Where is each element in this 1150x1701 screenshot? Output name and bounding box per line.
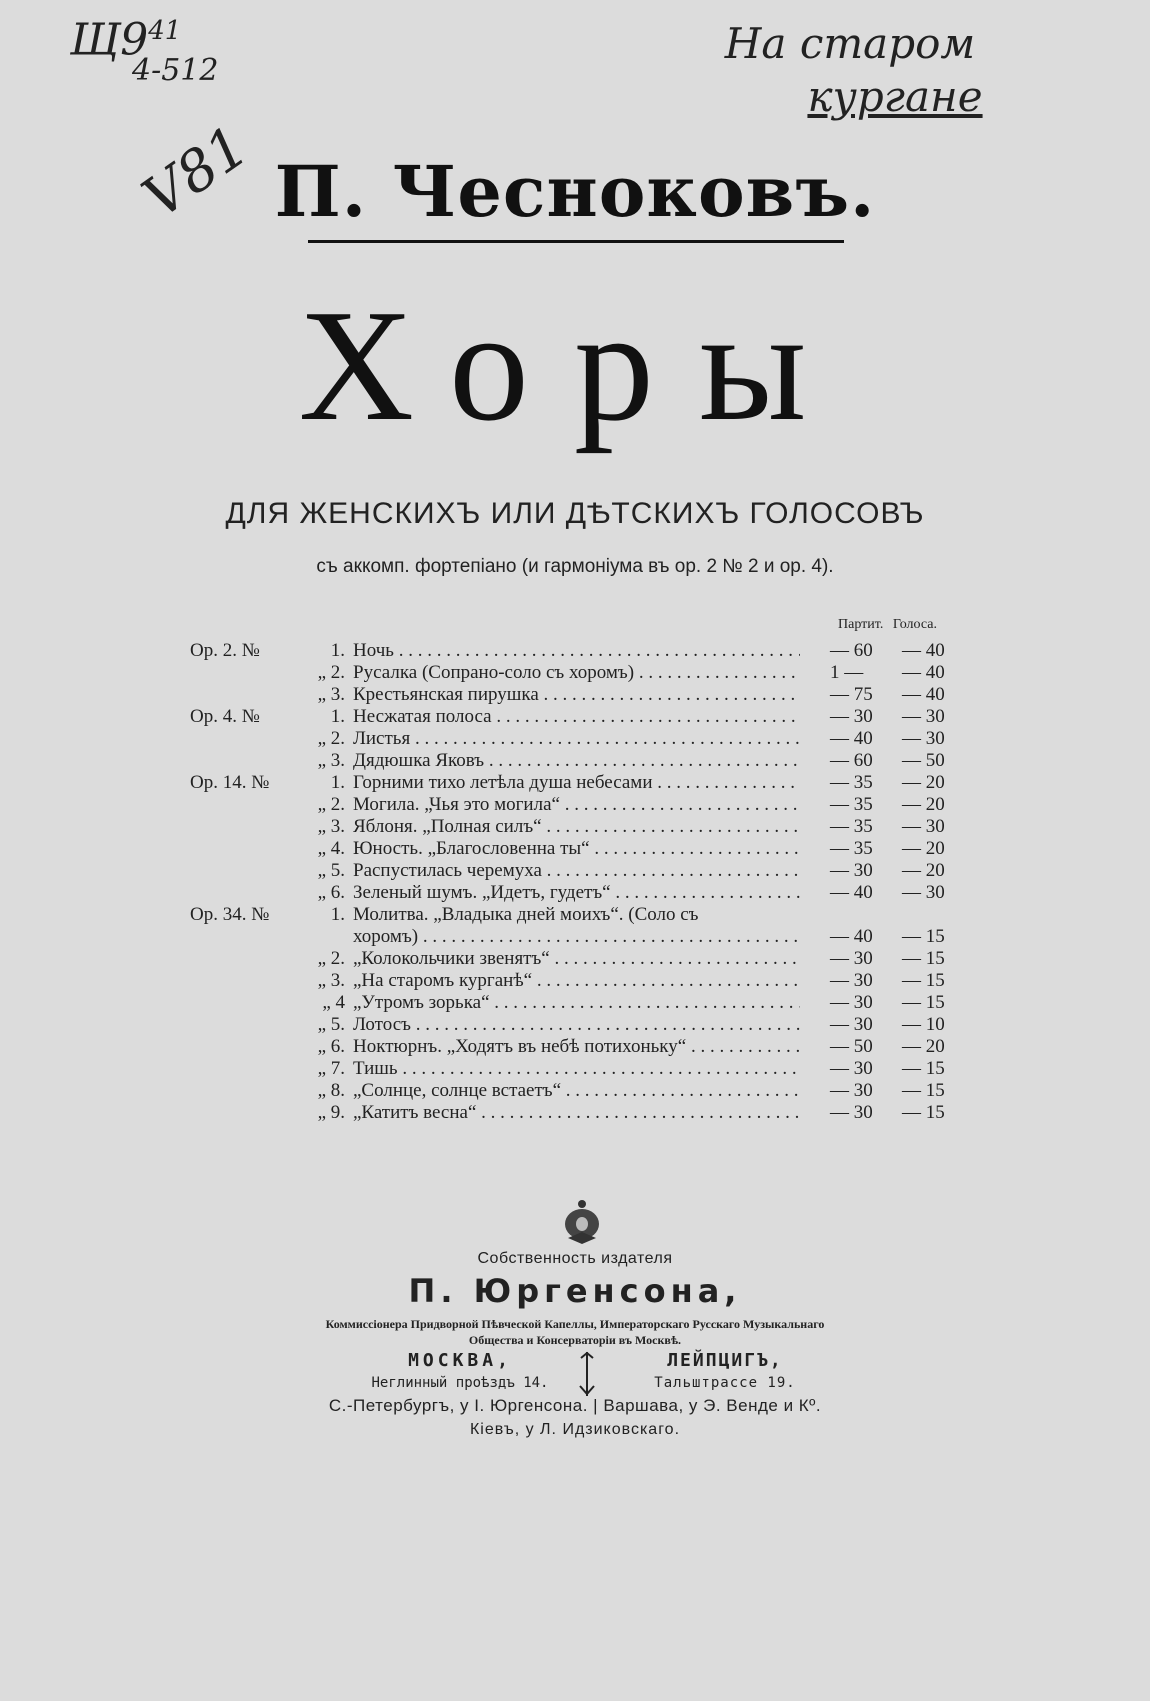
list-item — [190, 1058, 970, 1080]
score-price: — 75 — [830, 684, 873, 705]
list-item — [190, 926, 970, 948]
score-price: — 30 — [830, 860, 873, 881]
piece-number: „ 4. — [317, 838, 345, 859]
list-item — [190, 882, 970, 904]
piece-number: „ 8. — [317, 1080, 345, 1101]
piece-number: „ 6. — [317, 1036, 345, 1057]
piece-number: „ 2. — [317, 794, 345, 815]
piece-title: „Утромъ зорька“ . . . — [353, 992, 800, 1014]
piece-title: „Солнце, солнце встаетъ“ . . . — [353, 1080, 800, 1102]
accompaniment-note: съ аккомп. фортепіано (и гармоніума въ ор. 2 № 2 и ор. 4). — [316, 556, 834, 577]
score-column-header: Партит. — [838, 617, 884, 632]
publisher-name: П. Юргенсона, — [408, 1272, 742, 1310]
list-item — [190, 1102, 970, 1124]
piece-number: 1. — [330, 904, 345, 925]
list-item — [190, 640, 970, 662]
composer-name: П. Чесноковъ. — [274, 150, 876, 233]
voices-price: — 40 — [902, 662, 945, 683]
list-item — [190, 772, 970, 794]
list-item — [190, 904, 970, 926]
piece-title: Листья . . . — [353, 728, 800, 750]
voices-price: — 30 — [902, 728, 945, 749]
score-price: — 30 — [830, 970, 873, 991]
voices-price: — 30 — [902, 816, 945, 837]
list-item — [190, 1014, 970, 1036]
score-price: — 35 — [830, 772, 873, 793]
piece-title: Крестьянская пирушка . . . — [353, 684, 800, 706]
piece-title: Несжатая полоса . . . — [353, 706, 800, 728]
piece-title: „Колокольчики звенятъ“ . . . — [353, 948, 800, 970]
piece-title: Лотосъ . . . — [353, 1014, 800, 1036]
piece-title: Яблоня. „Полная силъ“ . . . — [353, 816, 800, 838]
score-price: — 40 — [830, 728, 873, 749]
voices-price: — 40 — [902, 684, 945, 705]
list-item — [190, 860, 970, 882]
voices-price: — 20 — [902, 772, 945, 793]
note-line-2: кургане — [807, 71, 983, 121]
piece-number: „ 5. — [317, 1014, 345, 1035]
score-price: — 35 — [830, 838, 873, 859]
score-price: — 60 — [830, 750, 873, 771]
score-price: — 35 — [830, 816, 873, 837]
piece-title: Дядюшка Яковъ . . . — [353, 750, 800, 772]
voices-price: — 20 — [902, 1036, 945, 1057]
piece-title: Горними тихо летѣла душа небесами . . . — [353, 772, 800, 794]
branch-offices: С.-Петербургъ, у І. Юргенсона. | Варшава, у Э. Венде и Кº. — [328, 1396, 822, 1415]
piece-title: Молитва. „Владыка дней моихъ“. (Соло съ — [353, 904, 699, 925]
catalog-number: 4-512 — [132, 53, 219, 88]
voices-price: — 30 — [902, 882, 945, 903]
list-item — [190, 794, 970, 816]
branch-kiev: Кіевъ, у Л. Идзиковскаго. — [469, 1421, 681, 1438]
piece-number: „ 4 — [322, 992, 345, 1013]
list-item — [190, 706, 970, 728]
score-price: — 30 — [830, 706, 873, 727]
piece-title: Ноктюрнъ. „Ходятъ въ небѣ потихоньку“ . . . — [353, 1036, 800, 1058]
publisher-cities — [0, 1350, 1150, 1400]
voices-price: — 15 — [902, 970, 945, 991]
shelf-code-letters: Щ9 — [70, 14, 149, 66]
piece-number: „ 3. — [317, 750, 345, 771]
voices-price: — 15 — [902, 926, 945, 947]
score-price: — 50 — [830, 1036, 873, 1057]
piece-title: Зеленый шумъ. „Идетъ, гудетъ“ . . . — [353, 882, 800, 904]
voices-price: — 15 — [902, 992, 945, 1013]
city-leipzig: ЛЕЙПЦИГЪ, — [667, 1350, 783, 1371]
list-item — [190, 728, 970, 750]
piece-title: Тишь . . . — [353, 1058, 800, 1080]
list-item — [190, 948, 970, 970]
voices-price: — 10 — [902, 1014, 945, 1035]
voices-price: — 20 — [902, 838, 945, 859]
price-column-headers — [838, 617, 937, 633]
score-price: — 40 — [830, 882, 873, 903]
list-item — [190, 684, 970, 706]
piece-number: „ 2. — [317, 662, 345, 683]
score-price: — 30 — [830, 992, 873, 1013]
score-price: — 35 — [830, 794, 873, 815]
main-title: Хоры — [298, 276, 852, 454]
list-item — [190, 816, 970, 838]
list-item — [190, 750, 970, 772]
voices-price: — 15 — [902, 1080, 945, 1101]
composer-underline — [308, 240, 844, 243]
list-item — [190, 662, 970, 684]
anchor-ornament-icon — [577, 1350, 597, 1398]
voices-price: — 30 — [902, 706, 945, 727]
voices-price: — 15 — [902, 1102, 945, 1123]
piece-number: „ 3. — [317, 816, 345, 837]
score-price: — 30 — [830, 1080, 873, 1101]
list-item — [190, 838, 970, 860]
piece-title: „Катитъ весна“ . . . — [353, 1102, 800, 1124]
piece-number: 1. — [330, 640, 345, 661]
address-leipzig: Тальштрассе 19. — [654, 1375, 796, 1391]
double-eagle-crest-icon — [562, 1198, 602, 1246]
voices-price: — 40 — [902, 640, 945, 661]
opus-label: Ор. 34. № — [190, 904, 270, 925]
voices-column-header: Голоса. — [892, 617, 937, 632]
voices-price: — 15 — [902, 948, 945, 969]
list-item — [190, 992, 970, 1014]
city-moscow: МОСКВА, — [408, 1350, 512, 1371]
voices-price: — 50 — [902, 750, 945, 771]
piece-title: Юность. „Благословенна ты“ . . . — [353, 838, 800, 860]
handwritten-title-note — [650, 18, 1050, 123]
voices-price: — 15 — [902, 1058, 945, 1079]
publisher-description-line-1: Коммиссіонера Придворной Пѣвческой Капеллы, Императорскаго Русскаго Музыкальнаго — [325, 1317, 825, 1331]
score-price: — 30 — [830, 948, 873, 969]
shelf-code-number: 41 — [148, 16, 182, 46]
opus-label: Ор. 4. № — [190, 706, 260, 727]
piece-number: 1. — [330, 772, 345, 793]
piece-number: „ 6. — [317, 882, 345, 903]
score-price: — 60 — [830, 640, 873, 661]
list-item — [190, 1036, 970, 1058]
piece-number: „ 2. — [317, 948, 345, 969]
piece-number: „ 3. — [317, 684, 345, 705]
publisher-description — [0, 1316, 1150, 1348]
score-price: — 30 — [830, 1102, 873, 1123]
score-price: 1 — — [830, 662, 864, 683]
piece-number: „ 5. — [317, 860, 345, 881]
piece-number: „ 7. — [317, 1058, 345, 1079]
voices-price: — 20 — [902, 860, 945, 881]
score-price: — 30 — [830, 1014, 873, 1035]
piece-number: „ 9. — [317, 1102, 345, 1123]
piece-number: „ 3. — [317, 970, 345, 991]
address-moscow: Неглинный проѣздъ 14. — [371, 1375, 549, 1391]
piece-title: „На старомъ курганѣ“ . . . — [353, 970, 800, 992]
corner-mark: V81 — [131, 113, 261, 232]
piece-number: „ 2. — [317, 728, 345, 749]
opus-label: Ор. 2. № — [190, 640, 260, 661]
ownership-line: Собственность издателя — [477, 1250, 673, 1267]
subtitle: ДЛЯ ЖЕНСКИХЪ ИЛИ ДѢТСКИХЪ ГОЛОСОВЪ — [225, 497, 925, 530]
note-line-1: На старом — [724, 19, 976, 68]
voices-price: — 20 — [902, 794, 945, 815]
piece-title: хоромъ) . . . — [353, 926, 800, 948]
publisher-description-line-2: Общества и Консерваторіи въ Москвѣ. — [468, 1333, 682, 1347]
score-price: — 40 — [830, 926, 873, 947]
opus-label: Ор. 14. № — [190, 772, 270, 793]
list-item — [190, 1080, 970, 1102]
piece-number: 1. — [330, 706, 345, 727]
list-item — [190, 970, 970, 992]
piece-title: Ночь . . . — [353, 640, 800, 662]
piece-title: Русалка (Сопрано-соло съ хоромъ) . . . — [353, 662, 800, 684]
piece-title: Распустилась черемуха . . . — [353, 860, 800, 882]
piece-title: Могила. „Чья это могила“ . . . — [353, 794, 800, 816]
score-price: — 30 — [830, 1058, 873, 1079]
pieces-list — [190, 640, 970, 1124]
